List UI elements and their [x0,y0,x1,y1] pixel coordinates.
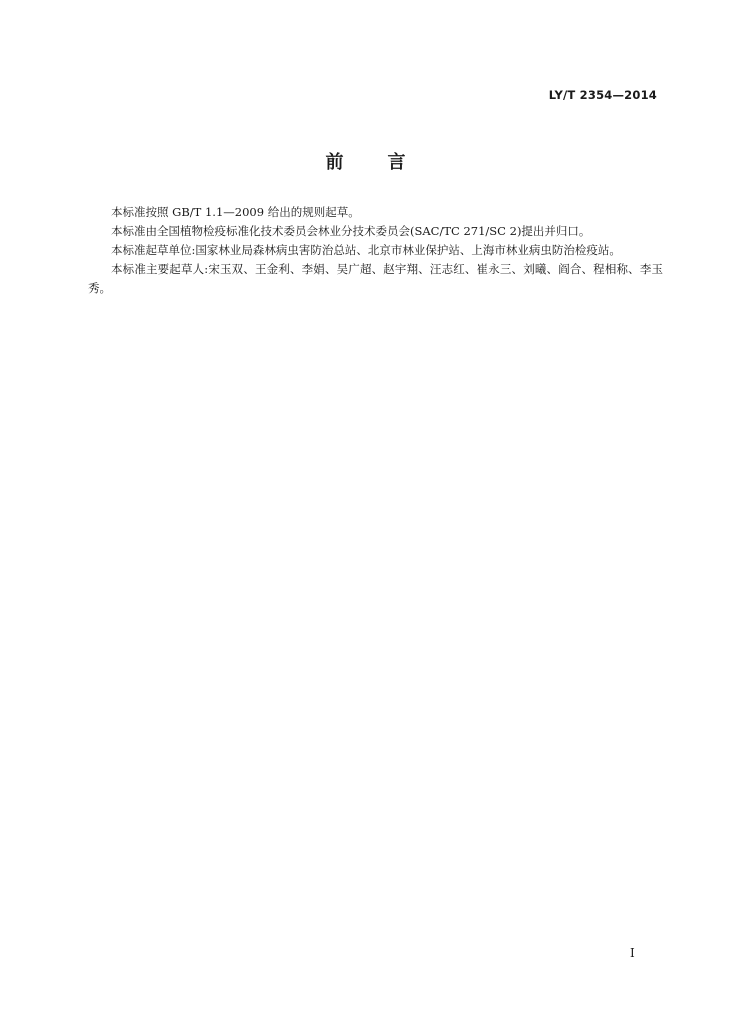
standard-code: LY/T 2354—2014 [548,88,657,102]
preface-body [88,203,663,298]
paragraph-drafters: 本标准主要起草人:宋玉双、王金利、李娟、吴广超、赵宇翔、汪志红、崔永三、刘曦、阎合、程相称、李玉秀。 [88,262,663,295]
page-number: I [630,946,635,960]
paragraph-drafting-rules: 本标准按照 GB/T 1.1—2009 给出的规则起草。 [111,205,360,219]
preface-title: 前言 [325,152,450,173]
paragraph-drafting-units: 本标准起草单位:国家林业局森林病虫害防治总站、北京市林业保护站、上海市林业病虫防治检疫站。 [111,243,621,257]
paragraph-proposer: 本标准由全国植物检疫标准化技术委员会林业分技术委员会(SAC/TC 271/SC 2)提出并归口。 [111,224,591,238]
